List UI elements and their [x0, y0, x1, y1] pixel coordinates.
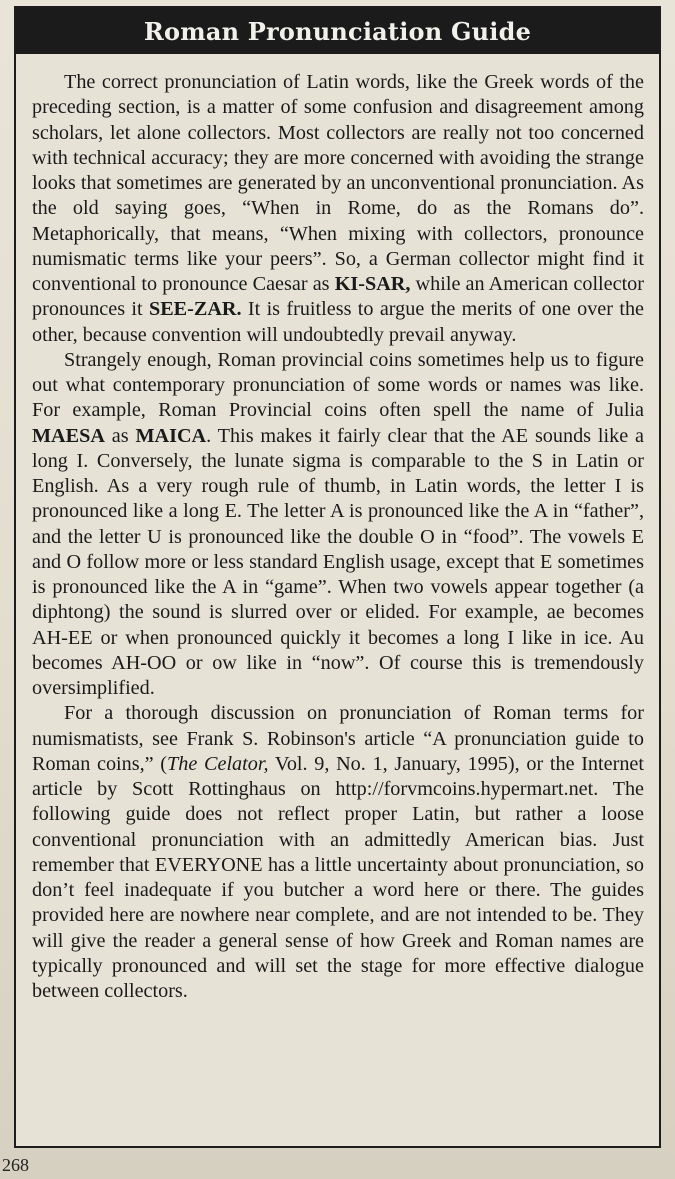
bold-term: KI-SAR, [334, 273, 411, 295]
text-run: while an American collector pronounces it [32, 273, 645, 321]
bold-term: SEE-ZAR. [148, 298, 242, 321]
title-bar [16, 8, 659, 54]
text-run: . This makes it fairly clear that the AE sounds like a long I. Conversely, the lunate sigma is comparable to the S in Latin or English. As a very rough rule of thumb, in Latin words, the letter I is pronounced like a long E. The letter A is pronounced like the A in “father”, and the letter U is pronounced like the double O in “food”. The vowels E and O follow more or less standard English usage, except that E sometimes is pronounced like the A in “game”. When two vowels appear together (a diphtong) the sound is slurred over or elided. For example, ae becomes AH-EE or when pronounced quickly it becomes a long I like in ice. Au becomes AH-OO or ow like in “now”. Of course this is tremendously oversimplified. [32, 424, 644, 699]
text-run: as [104, 424, 136, 447]
paragraph-3 [32, 701, 644, 1004]
text-run: Vol. 9, No. 1, January, 1995), or the Internet article by Scott Rottinghaus on http://forvmcoins.hypermart.net. The following guide does not reflect proper Latin, but rather a loose conventional pronunciation with an admittedly American bias. Just remember that EVERYONE has a little uncertainty about pronunciation, so don’t feel inadequate if you butcher a word here or there. The guides provided here are nowhere near complete, and are not intended to be. They will give the reader a general sense of how Greek and Roman names are typically pronounced and will set the stage for more effective dialogue between collectors. [32, 752, 644, 1002]
text-run: The correct pronunciation of Latin words, like the Greek words of the preceding section, is a matter of some confusion and disagreement among scholars, let alone collectors. Most collectors are really not too concerned with technical accuracy; they are more concerned with avoiding the strange looks that sometimes are generated by an unconventional pronunciation. As the old saying goes, “When in Rome, do as the Romans do”. Metaphorically, that means, “When mixing with collectors, pronounce numismatic terms like your peers”. So, a German collector might find it conventional to pronounce Caesar as [32, 71, 644, 295]
italic-citation: The Celator, [167, 752, 269, 775]
page-number: 268 [2, 1155, 29, 1175]
body-text [32, 70, 644, 1004]
text-run: Strangely enough, Roman provincial coins sometimes help us to figure out what contemporary pronunciation of some words or names was like. For example, Roman Provincial coins often spell the name of Julia [32, 348, 644, 422]
bold-term: MAESA [32, 424, 105, 447]
bold-term: MAICA [135, 424, 207, 447]
text-run: For a thorough discussion on pronunciation of Roman terms for numismatists, see Frank S. Robinson's article “A pronunciation guide to Roman coins,” ( [32, 702, 644, 775]
paragraph-1 [32, 70, 644, 348]
text-run: It is fruitless to argue the merits of one over the other, because convention will undoubtedly prevail anyway. [32, 298, 645, 346]
text-box [14, 6, 661, 1148]
page-title: Roman Pronunciation Guide [143, 16, 532, 46]
paragraph-2 [32, 348, 644, 702]
